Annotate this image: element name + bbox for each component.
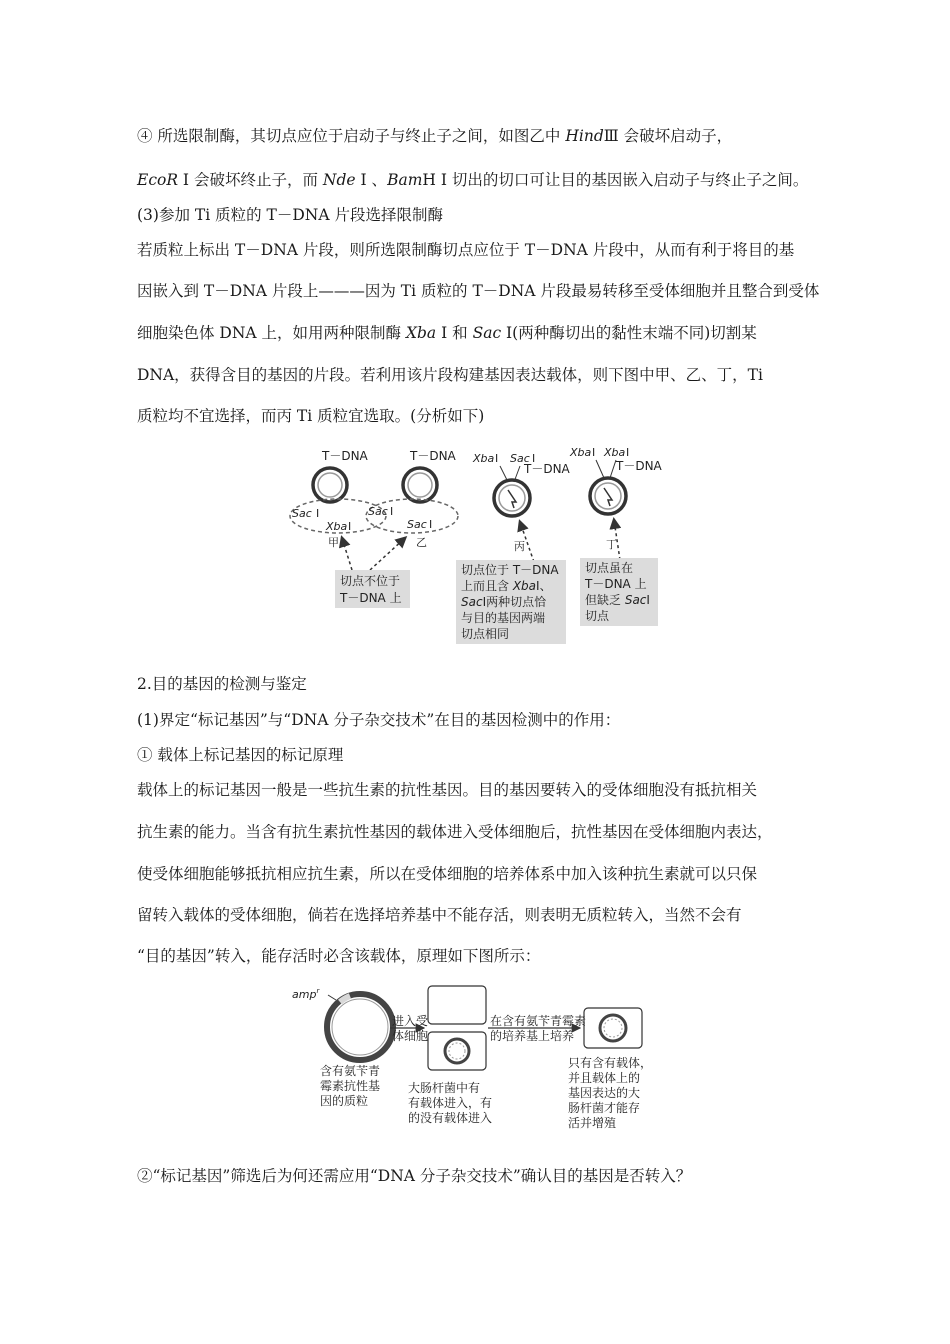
text-line: 载体上的标记基因一般是一些抗生素的抗性基因。目的基因要转入的受体细胞没有抵抗相关 [137,781,758,799]
xba-label: Xba [326,520,348,533]
text-line: DNA，获得含目的基因的片段。若利用该片段构建基因表达载体，则下图中甲、乙、丁，Ti [137,366,763,384]
svg-text:含有氨苄青: 含有氨苄青 [320,1064,381,1078]
label-bing: 丙 [514,540,525,553]
svg-text:T－DNA 上: T－DNA 上 [340,591,402,605]
svg-text:的没有载体进入: 的没有载体进入 [408,1111,493,1125]
svg-text:切点位于 T－DNA: 切点位于 T－DNA [461,563,559,577]
svg-text:霉素抗性基: 霉素抗性基 [320,1079,381,1093]
text-line: 细胞染色体 DNA 上，如用两种限制酶 Xba Ⅰ 和 Sac Ⅰ(两种酶切出的黏性末端不同)切割某 [137,324,757,342]
ti-plasmid-figure [280,440,680,650]
svg-text:只有含有载体，: 只有含有载体， [568,1056,653,1070]
amp-label: amp$^r$ [292,987,320,1001]
svg-text:切点不位于: 切点不位于 [340,574,401,588]
plasmid-circle [327,994,393,1060]
svg-text:的培养基上培养: 的培养基上培养 [490,1029,575,1043]
text-line: (1)界定“标记基因”与“DNA 分子杂交技术”在目的基因检测中的作用： [137,711,621,729]
plasmid-bing [472,452,571,553]
svg-text:Ⅰ: Ⅰ [390,505,394,518]
sac-label: Sac [368,505,388,518]
svg-text:与目的基因两端: 与目的基因两端 [461,611,546,625]
question-line: ②“标记基因”筛选后为何还需应用“DNA 分子杂交技术”确认目的基因是否转入？ [137,1167,692,1185]
svg-text:Ⅰ: Ⅰ [316,507,320,520]
svg-text:上而且含 XbaⅠ、: 上而且含 XbaⅠ、 [461,579,552,593]
section-heading: 2.目的基因的检测与鉴定 [137,675,307,693]
svg-text:Ⅰ: Ⅰ [532,452,536,465]
svg-text:切点: 切点 [585,609,610,623]
svg-text:因的质粒: 因的质粒 [320,1094,369,1108]
tdna-label: T－DNA [410,449,456,463]
sac-label: Sac [292,507,312,520]
text-line: 抗生素的能力。当含有抗生素抗性基因的载体进入受体细胞后，抗性基因在受体细胞内表达， [137,823,773,841]
tdna-label: T－DNA [322,449,368,463]
svg-text:切点相同: 切点相同 [461,627,510,641]
sac-label: Sac [510,452,530,465]
text-line: 留转入载体的受体细胞，倘若在选择培养基中不能存活，则表明无质粒转入，当然不会有 [137,906,742,924]
label-jia: 甲 [328,536,339,549]
section-heading: (3)参加 Ti 质粒的 T－DNA 片段选择限制酶 [137,206,443,224]
svg-text:在含有氨苄青霉素: 在含有氨苄青霉素 [490,1014,587,1028]
text-line: EcoR Ⅰ 会破坏终止子，而 Nde Ⅰ 、BamH Ⅰ 切出的切口可让目的基因嵌入启动子与终止子之间。 [137,171,809,189]
svg-text:SacⅠ两种切点恰: SacⅠ两种切点恰 [461,595,547,609]
svg-text:Ⅰ: Ⅰ [592,446,596,459]
marker-gene-figure [290,978,660,1138]
svg-text:体细胞: 体细胞 [392,1029,429,1043]
svg-text:但缺乏 SacⅠ: 但缺乏 SacⅠ [585,593,650,607]
text-line: “目的基因”转入，能存活时必含该载体，原理如下图所示： [137,947,541,965]
svg-text:Ⅰ: Ⅰ [495,452,499,465]
svg-text:T－DNA 上: T－DNA 上 [585,577,647,591]
tdna-label: T－DNA [524,462,570,476]
text-line: 因嵌入到 T－DNA 片段上———因为 Ti 质粒的 T－DNA 片段最易转移至受体细胞并且整合到受体 [137,282,820,300]
sac-label: Sac [407,518,427,531]
plasmid-jia [290,449,386,549]
text-line: 质粒均不宜选择，而丙 Ti 质粒宜选取。(分析如下) [137,407,485,425]
xba-label: Xba [604,446,626,459]
xba-label: Xba [473,452,495,465]
label-yi: 乙 [416,536,427,549]
svg-text:Ⅰ: Ⅰ [348,520,352,533]
svg-text:Ⅰ: Ⅰ [429,518,433,531]
text-line: ① 载体上标记基因的标记原理 [137,746,344,764]
label-ding: 丁 [606,538,617,551]
plasmid-yi [366,449,458,549]
svg-text:切点虽在: 切点虽在 [585,561,634,575]
text-line: 使受体细胞能够抵抗相应抗生素，所以在受体细胞的培养体系中加入该种抗生素就可以只保 [137,865,758,883]
empty-cell [428,986,486,1024]
svg-text:进入受: 进入受 [392,1014,429,1028]
svg-text:大肠杆菌中有: 大肠杆菌中有 [408,1081,481,1095]
xba-label: Xba [570,446,592,459]
text-line: 若质粒上标出 T－DNA 片段，则所选限制酶切点应位于 T－DNA 片段中，从而有利于将目的基 [137,241,795,259]
svg-text:基因表达的大: 基因表达的大 [568,1086,641,1100]
svg-text:肠杆菌才能存: 肠杆菌才能存 [568,1101,641,1115]
svg-text:活并增殖: 活并增殖 [568,1116,617,1130]
tdna-label: T－DNA [616,459,662,473]
text-line: ④ 所选限制酶，其切点应位于启动子与终止子之间，如图乙中 HindⅢ 会破坏启动子， [137,127,733,145]
svg-text:Ⅰ: Ⅰ [626,446,630,459]
svg-text:并且载体上的: 并且载体上的 [568,1071,641,1085]
svg-text:有载体进入，有: 有载体进入，有 [408,1096,493,1110]
